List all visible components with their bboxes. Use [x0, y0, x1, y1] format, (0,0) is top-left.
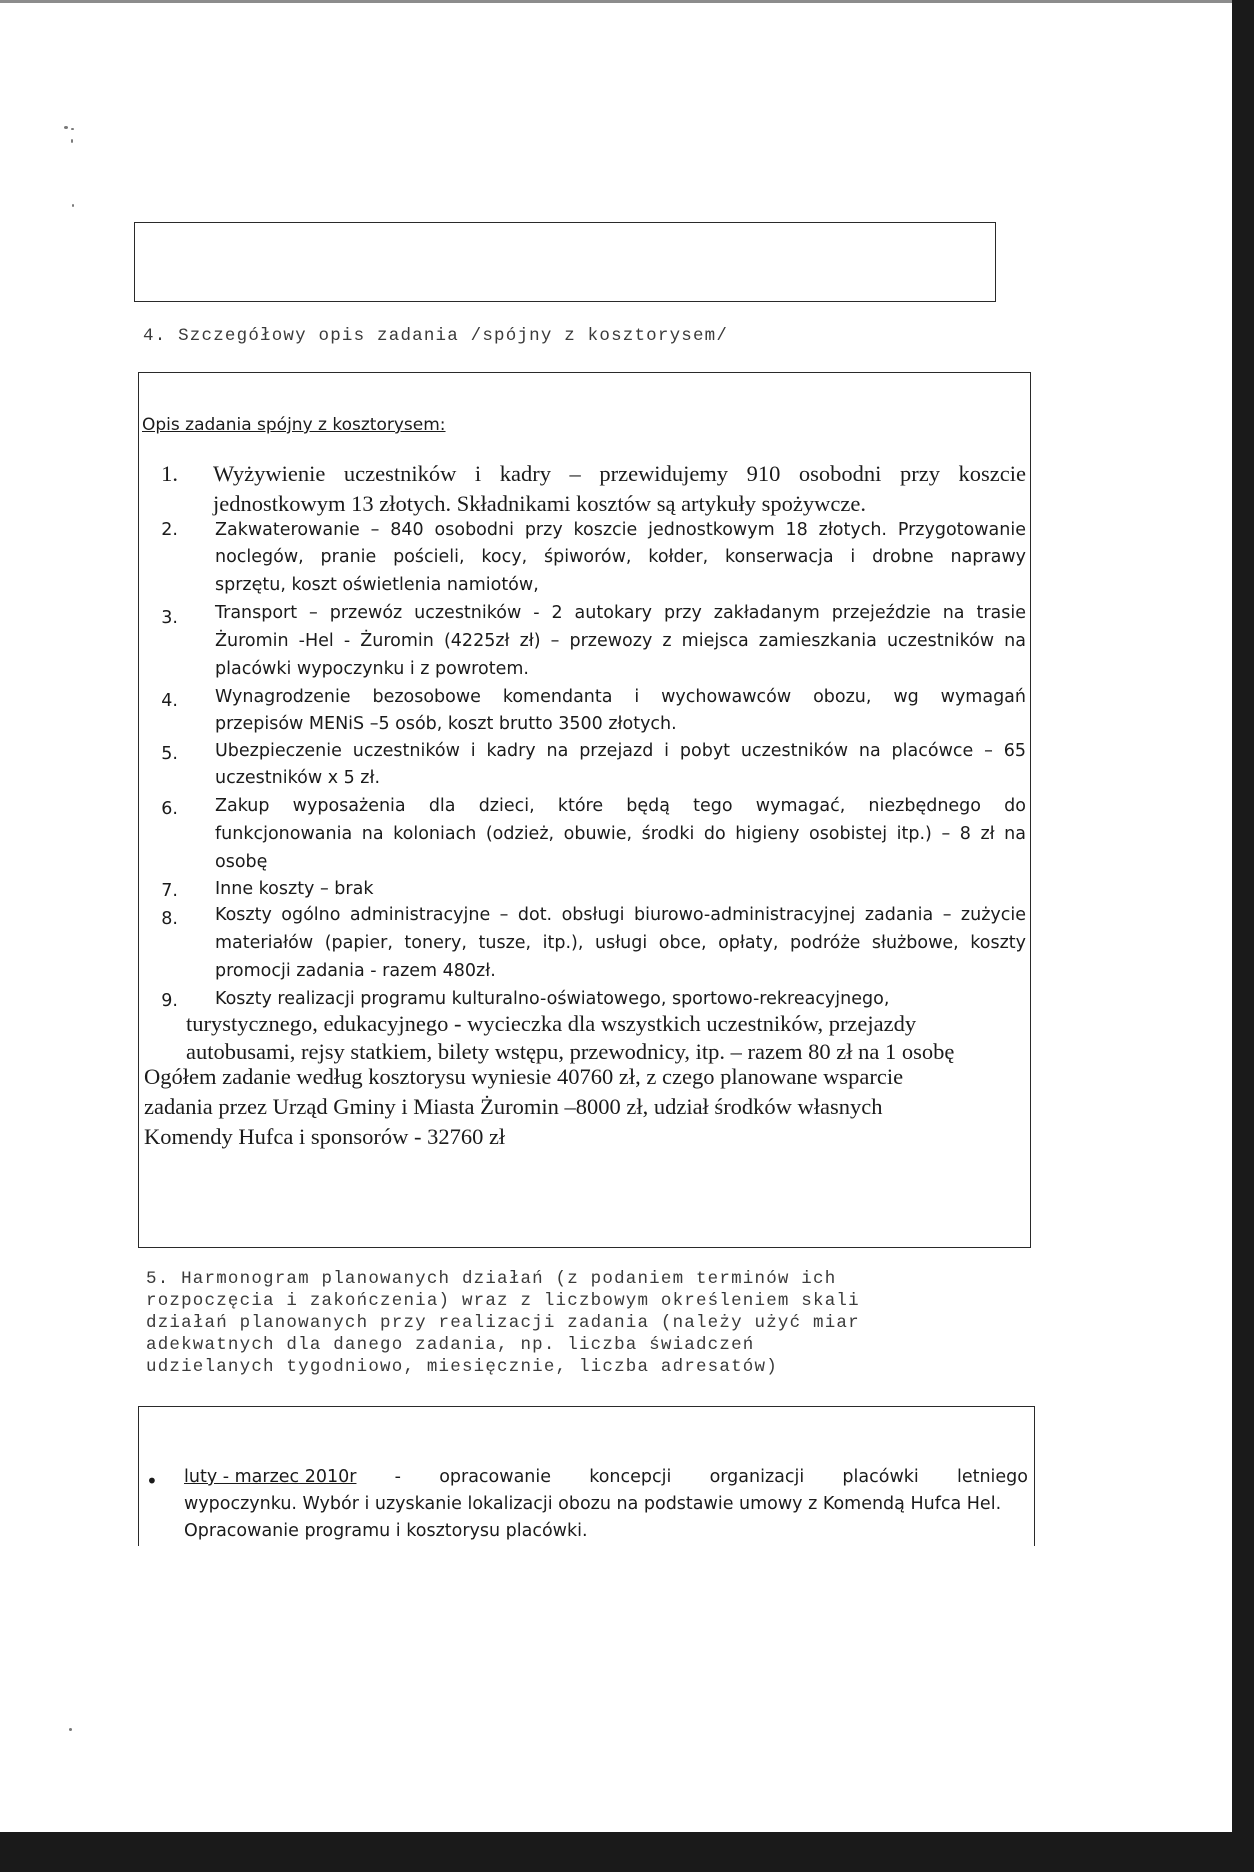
list-item-number: 4. — [161, 691, 178, 711]
schedule-line-3: Opracowanie programu i kosztorysu placówki. — [184, 1521, 588, 1541]
list-item-line: Koszty realizacji programu kulturalno-oświatowego, sportowo-rekreacyjnego, — [215, 989, 890, 1009]
schedule-entry — [184, 1464, 1028, 1545]
cost-summary — [144, 1062, 903, 1152]
list-item-line: Koszty ogólno administracyjne – dot. obsługi biurowo-administracyjnej zadania – zużycie — [215, 905, 1026, 925]
schedule-word: placówki — [842, 1467, 919, 1487]
list-item-line: turystycznego, edukacyjnego - wycieczka dla wszystkich uczestników, przejazdy — [186, 1011, 917, 1036]
bullet-icon: • — [146, 1469, 158, 1493]
section-5-heading-line: rozpoczęcia i zakończenia) wraz z liczbowym określeniem skali — [146, 1291, 860, 1311]
list-item-number: 3. — [161, 608, 178, 628]
list-item-line: Wyżywienie uczestników i kadry – przewidujemy 910 osobodni przy koszcie — [213, 461, 1026, 486]
schedule-word: organizacji — [709, 1467, 805, 1487]
schedule-line-2: wypoczynku. Wybór i uzyskanie lokalizacji obozu na podstawie umowy z Komendą Hufca Hel. — [184, 1494, 1002, 1514]
schedule-word: letniego — [956, 1467, 1028, 1487]
list-item-line: materiałów (papier, tonery, tusze, itp.), usługi obce, opłaty, podróże służbowe, koszty — [215, 933, 1026, 953]
schedule-word: - — [394, 1467, 401, 1487]
scan-speck — [72, 204, 74, 207]
list-item-line: Transport – przewóz uczestników - 2 autokary przy zakładanym przejeździe na trasie — [215, 603, 1026, 623]
section-5-heading-line: 5. Harmonogram planowanych działań (z podaniem terminów ich — [146, 1269, 837, 1289]
list-item-number: 2. — [161, 520, 178, 540]
list-item-line: Inne koszty – brak — [215, 879, 374, 899]
list-item-line: placówki wypoczynku i z powrotem. — [215, 659, 529, 679]
schedule-word: koncepcji — [589, 1467, 672, 1487]
description-title: Opis zadania spójny z kosztorysem: — [142, 415, 446, 435]
cost-summary-line: zadania przez Urząd Gminy i Miasta Żuromin –8000 zł, udział środków własnych — [144, 1094, 883, 1119]
section-5-heading-line: działań planowanych przy realizacji zadania (należy użyć miar — [146, 1313, 860, 1333]
list-item-number: 6. — [161, 799, 178, 819]
schedule-line-1 — [184, 1464, 1028, 1491]
list-item-line: funkcjonowania na koloniach (odzież, obuwie, środki do higieny osobistej itp.) – 8 zł na — [215, 824, 1026, 844]
list-item-line: noclegów, pranie pościeli, kocy, śpiworów, kołder, konserwacja i drobne naprawy — [215, 547, 1026, 567]
list-item-line: Zakup wyposażenia dla dzieci, które będą tego wymagać, niezbędnego do — [215, 796, 1026, 816]
list-item-line: promocji zadania - razem 480zł. — [215, 961, 496, 981]
list-item-line: uczestników x 5 zł. — [215, 768, 381, 788]
cost-summary-line: Ogółem zadanie według kosztorysu wyniesie 40760 zł, z czego planowane wsparcie — [144, 1064, 904, 1089]
list-item-line: autobusami, rejsy statkiem, bilety wstępu, przewodnicy, itp. – razem 80 zł na 1 osobę — [186, 1039, 955, 1064]
scan-speck — [69, 1728, 72, 1731]
list-item-number: 5. — [161, 744, 178, 764]
list-item-number: 9. — [161, 991, 178, 1011]
scan-speck — [71, 128, 74, 130]
list-item-line: jednostkowym 13 złotych. Składnikami kosztów są artykuły spożywcze. — [213, 491, 867, 516]
list-item-number: 8. — [161, 909, 178, 929]
list-item-line: Zakwaterowanie – 840 osobodni przy koszcie jednostkowym 18 złotych. Przygotowanie — [215, 520, 1026, 540]
schedule-word: opracowanie — [439, 1467, 552, 1487]
scan-speck — [71, 139, 73, 143]
cost-summary-line: Komendy Hufca i sponsorów - 32760 zł — [144, 1124, 506, 1149]
list-item-number: 1. — [161, 461, 178, 486]
list-item-line: osobę — [215, 852, 268, 872]
scan-speck — [64, 126, 68, 129]
scan-edge-bottom — [0, 1832, 1254, 1872]
section-5-heading-line: adekwatnych dla danego zadania, np. liczba świadczeń — [146, 1335, 755, 1355]
list-item-number: 7. — [161, 881, 178, 901]
section-5-heading — [146, 1268, 860, 1378]
list-item-line: przepisów MENiS –5 osób, koszt brutto 3500 złotych. — [215, 714, 677, 734]
schedule-period: luty - marzec 2010r — [184, 1467, 357, 1487]
section-5-heading-line: udzielanych tygodniowo, miesięcznie, liczba adresatów) — [146, 1357, 778, 1377]
empty-field-box — [134, 222, 996, 302]
section-4-heading: 4. Szczegółowy opis zadania /spójny z kosztorysem/ — [143, 326, 729, 346]
scan-edge-right — [1232, 0, 1254, 1872]
scan-edge-top — [0, 0, 1232, 3]
list-item-line: sprzętu, koszt oświetlenia namiotów, — [215, 575, 539, 595]
list-item-line: Wynagrodzenie bezosobowe komendanta i wychowawców obozu, wg wymagań — [215, 687, 1026, 707]
list-item-line: Żuromin -Hel - Żuromin (4225zł zł) – przewozy z miejsca zamieszkania uczestników na — [215, 631, 1026, 651]
list-item-line: Ubezpieczenie uczestników i kadry na przejazd i pobyt uczestników na placówce – 65 — [215, 741, 1026, 761]
